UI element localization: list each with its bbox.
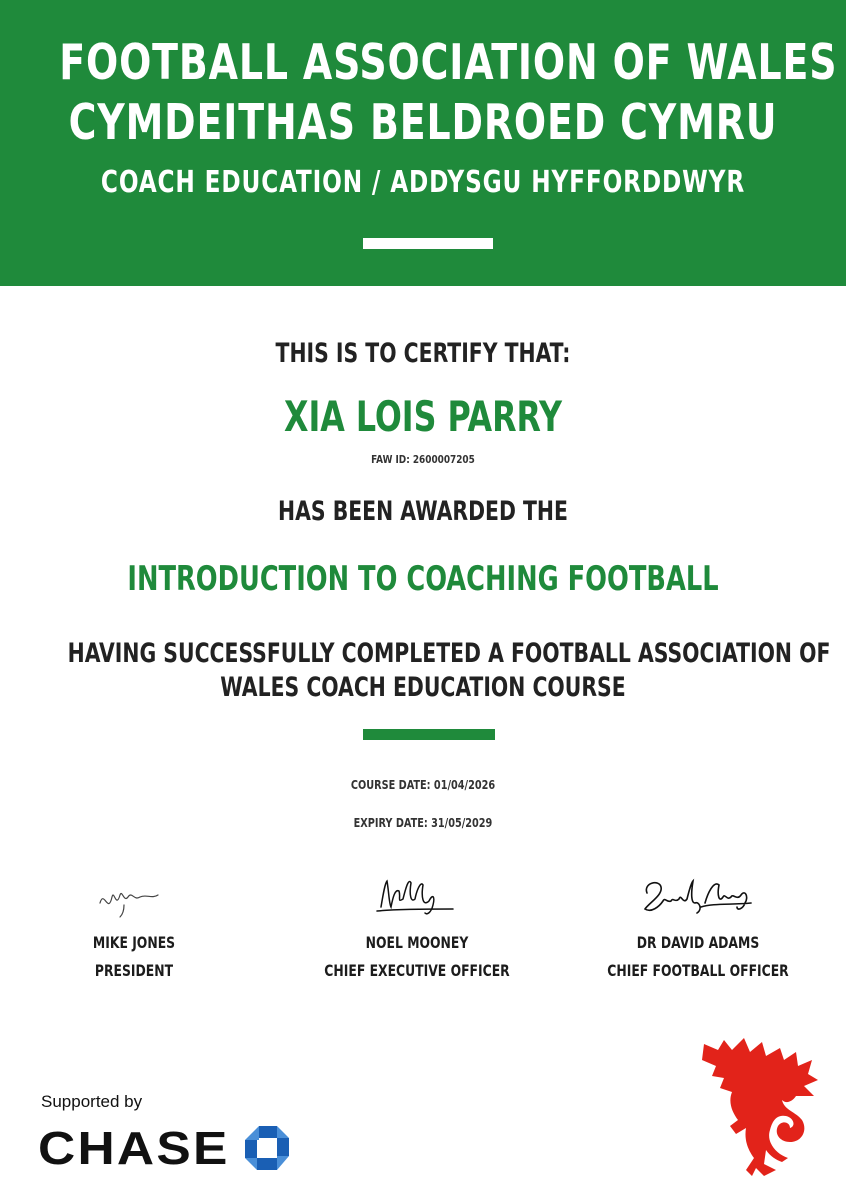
signatory-name: DR DAVID ADAMS (636, 933, 760, 952)
content-divider (363, 729, 495, 740)
chase-octagon-icon (243, 1124, 291, 1172)
expiry-date: EXPIRY DATE: 31/05/2029 (353, 816, 493, 830)
welsh-dragon-icon (684, 1030, 824, 1180)
course-date: COURSE DATE: 01/04/2026 (350, 778, 496, 792)
header-subtitle: COACH EDUCATION / ADDYSGU HYFFORDDWYR (100, 165, 746, 200)
certificate-header (0, 0, 846, 286)
course-title: INTRODUCTION TO COACHING FOOTBALL (127, 559, 719, 599)
certify-text: THIS IS TO CERTIFY THAT: (275, 338, 571, 369)
sponsor-name: CHASE (38, 1122, 230, 1174)
signatory-role: CHIEF EXECUTIVE OFFICER (324, 961, 510, 980)
signatory-president (14, 875, 254, 979)
signatory-name: NOEL MOONEY (365, 933, 469, 952)
signatory-role: CHIEF FOOTBALL OFFICER (607, 961, 789, 980)
header-title-english: FOOTBALL ASSOCIATION OF WALES (59, 34, 838, 91)
header-title-welsh: CYMDEITHAS BELDROED CYMRU (68, 94, 778, 151)
signatory-cfo (578, 873, 818, 979)
recipient-name: XIA LOIS PARRY (283, 392, 563, 441)
signatory-ceo (297, 873, 537, 979)
faw-id: FAW ID: 2600007205 (371, 453, 475, 466)
signature-noel-mooney (367, 873, 467, 921)
completion-text-line-1: HAVING SUCCESSFULLY COMPLETED A FOOTBALL ASSOCIATION OF (67, 638, 831, 669)
signature-mike-jones (94, 875, 174, 921)
signatory-name: MIKE JONES (92, 933, 176, 952)
sponsor-logo (38, 1124, 291, 1172)
completion-text-line-2: WALES COACH EDUCATION COURSE (220, 672, 626, 703)
awarded-text: HAS BEEN AWARDED THE (278, 496, 568, 527)
supported-by-label: Supported by (41, 1092, 143, 1111)
signatory-role: PRESIDENT (94, 961, 174, 980)
signature-david-adams (633, 873, 763, 921)
header-divider (363, 238, 493, 249)
